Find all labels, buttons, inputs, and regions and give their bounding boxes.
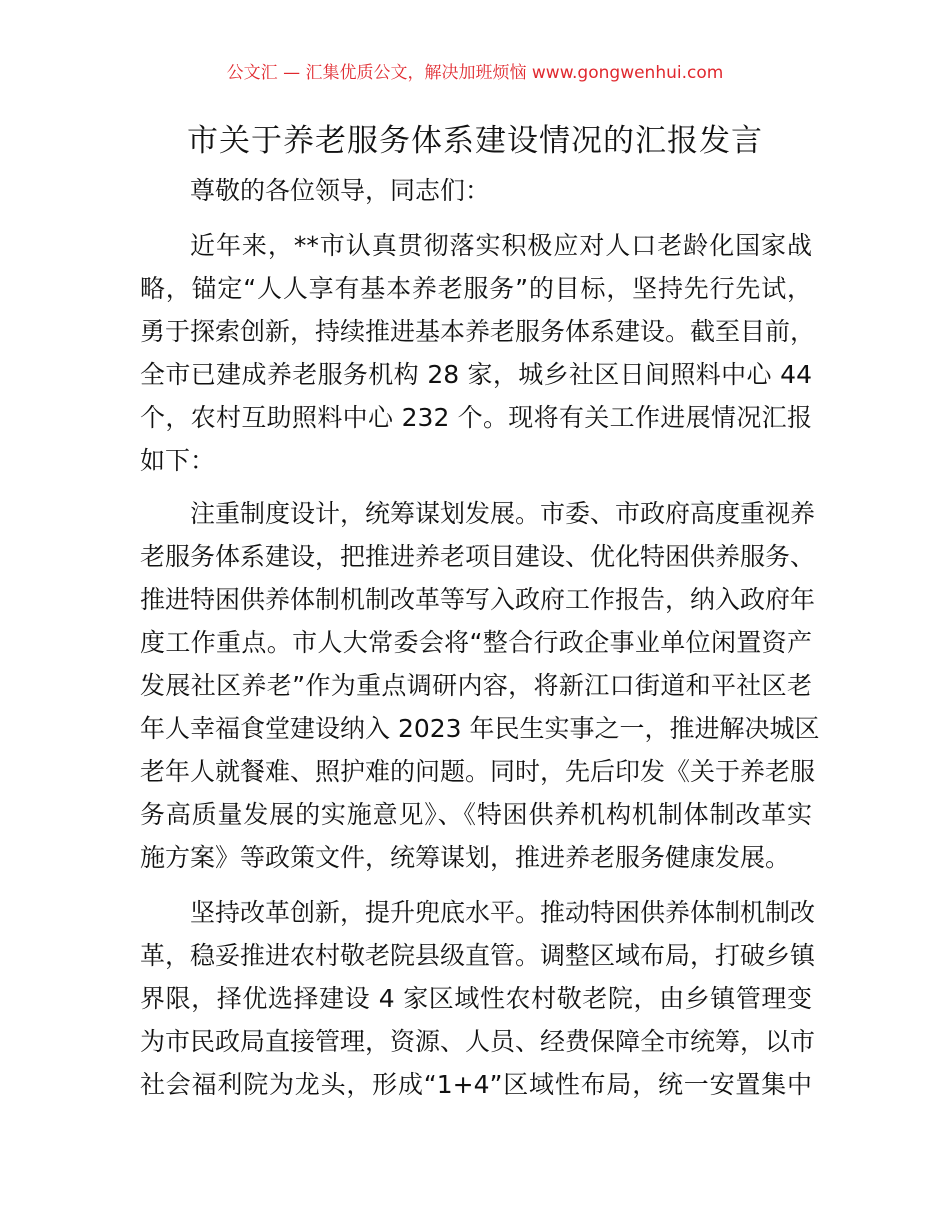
- paragraph-line: 发展社区养老”作为重点调研内容，将新江口街道和平社区老: [140, 671, 812, 700]
- paragraph-line: 勇于探索创新，持续推进基本养老服务体系建设。截至目前，: [140, 317, 816, 346]
- paragraph-line: 个，农村互助照料中心 232 个。现将有关工作进展情况汇报: [140, 403, 812, 432]
- paragraph-line: 为市民政局直接管理，资源、人员、经费保障全市统筹，以市: [140, 1027, 816, 1056]
- greeting: [140, 169, 812, 212]
- paragraph-line: 坚持改革创新，提升兜底水平。推动特困供养体制机制改: [190, 898, 816, 927]
- paragraph-line: 年人幸福食堂建设纳入 2023 年民生实事之一，推进解决城区: [140, 714, 820, 743]
- paragraph-line: 全市已建成养老服务机构 28 家，城乡社区日间照料中心 44: [140, 360, 812, 389]
- paragraph-line: 革，稳妥推进农村敬老院县级直管。调整区域布局，打破乡镇: [140, 941, 816, 970]
- paragraph-line: 度工作重点。市人大常委会将“整合行政企事业单位闲置资产: [140, 628, 812, 657]
- paragraph-line: 务高质量发展的实施意见》、《特困供养机构机制体制改革实: [140, 800, 812, 829]
- paragraph-system-design: [140, 492, 820, 879]
- paragraph-line: 注重制度设计，统筹谋划发展。市委、市政府高度重视养: [190, 499, 816, 528]
- paragraph-line: 近年来，**市认真贯彻落实积极应对人口老龄化国家战: [190, 231, 812, 260]
- paragraph-line: 如下：: [140, 446, 216, 475]
- paragraph-line: 推进特困供养体制机制改革等写入政府工作报告，纳入政府年: [140, 585, 816, 614]
- paragraph-line: 界限，择优选择建设 4 家区域性农村敬老院，由乡镇管理变: [140, 984, 812, 1013]
- paragraph-line: 社会福利院为龙头，形成“1+4”区域性布局，统一安置集中: [140, 1070, 812, 1099]
- document-title: 市关于养老服务体系建设情况的汇报发言: [187, 123, 763, 159]
- paragraph-line: 老年人就餐难、照护难的问题。同时，先后印发《关于养老服: [140, 757, 816, 786]
- paragraph-line: 老服务体系建设，把推进养老项目建设、优化特困供养服务、: [140, 542, 816, 571]
- greeting-line: 尊敬的各位领导，同志们：: [190, 176, 491, 205]
- watermark-header: 公文汇 — 汇集优质公文，解决加班烦恼 www.gongwenhui.com: [226, 63, 724, 83]
- paragraph-intro: [140, 224, 816, 482]
- paragraph-line: 施方案》等政策文件，统筹谋划，推进养老服务健康发展。: [140, 843, 791, 872]
- paragraph-reform: [140, 891, 816, 1106]
- paragraph-line: 略，锚定“人人享有基本养老服务”的目标，坚持先行先试，: [140, 274, 812, 303]
